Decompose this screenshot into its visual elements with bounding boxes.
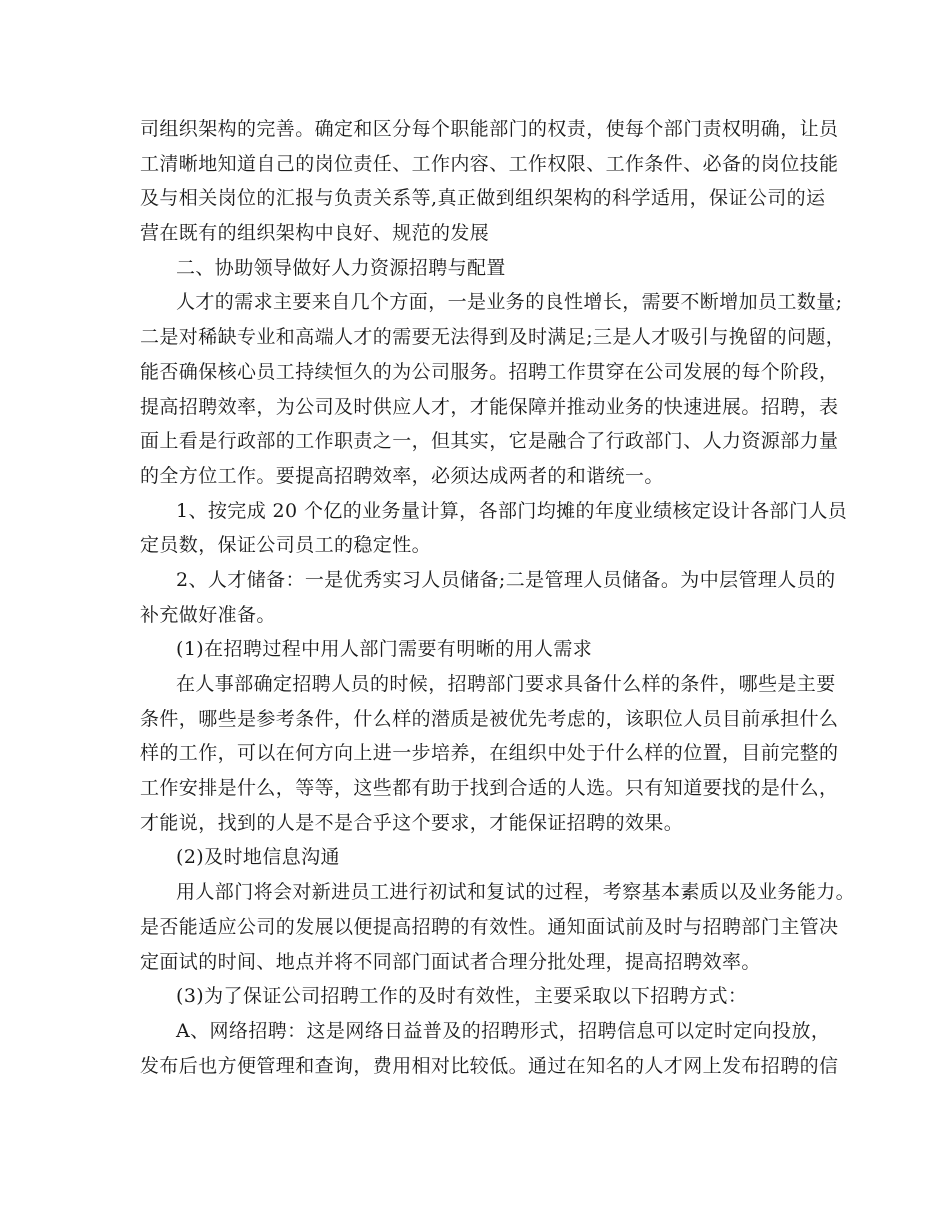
document-body [140,112,856,1083]
text-line: 定面试的时间、地点并将不同部门面试者合理分批处理，提高招聘效率。 [140,950,761,973]
text-line: 工作安排是什么，等等，这些都有助于找到合适的人选。只有知道要找的是什么， [140,777,839,800]
text-line: 1、按完成 20 个亿的业务量计算，各部门均摊的年度业绩核定设计各部门人员 [176,499,848,522]
text-line: 能否确保核心员工持续恒久的为公司服务。招聘工作贯穿在公司发展的每个阶段， [140,360,839,383]
text-line: (1)在招聘过程中用人部门需要有明晰的用人需求 [176,638,593,661]
text-line: A、网络招聘：这是网络日益普及的招聘形式，招聘信息可以定时定向投放， [176,1019,831,1042]
text-line: 面上看是行政部的工作职责之一，但其实，它是融合了行政部门、人力资源部力量 [140,430,839,453]
text-line: 条件，哪些是参考条件，什么样的潜质是被优先考虑的，该职位人员目前承担什么 [140,707,839,730]
text-line: 营在既有的组织架构中良好、规范的发展 [140,222,490,245]
text-line: 样的工作，可以在何方向上进一步培养，在组织中处于什么样的位置，目前完整的 [140,742,839,765]
text-line: (3)为了保证公司招聘工作的及时有效性，主要采取以下招聘方式： [176,985,748,1008]
text-line: 工清晰地知道自己的岗位责任、工作内容、工作权限、工作条件、必备的岗位技能 [140,152,839,175]
text-line: 司组织架构的完善。确定和区分每个职能部门的权责，使每个部门责权明确，让员 [140,118,839,140]
text-line: 及与相关岗位的汇报与负责关系等,真正做到组织架构的科学适用，保证公司的运 [140,187,826,210]
text-line: 补充做好准备。 [140,603,276,626]
text-line: (2)及时地信息沟通 [176,846,340,869]
text-line: 人才的需求主要来自几个方面，一是业务的良性增长，需要不断增加员工数量; [176,291,843,314]
text-line: 定员数，保证公司员工的稳定性。 [140,534,432,557]
text-line: 用人部门将会对新进员工进行初试和复试的过程，考察基本素质以及业务能力。 [176,881,856,904]
text-line: 的全方位工作。要提高招聘效率，必须达成两者的和谐统一。 [140,464,664,487]
text-line: 发布后也方便管理和查询，费用相对比较低。通过在知名的人才网上发布招聘的信 [140,1054,839,1077]
text-line: 是否能适应公司的发展以便提高招聘的有效性。通知面试前及时与招聘部门主管决 [140,915,839,938]
text-line: 提高招聘效率，为公司及时供应人才，才能保障并推动业务的快速进展。招聘，表 [140,395,839,418]
text-line: 2、人才储备：一是优秀实习人员储备;二是管理人员储备。为中层管理人员的 [176,568,836,591]
text-line: 二是对稀缺专业和高端人才的需要无法得到及时满足;三是人才吸引与挽留的问题， [140,326,846,349]
text-line: 才能说，找到的人是不是合乎这个要求，才能保证招聘的效果。 [140,811,684,834]
text-line: 二、协助领导做好人力资源招聘与配置 [176,256,506,279]
text-line: 在人事部确定招聘人员的时候，招聘部门要求具备什么样的条件，哪些是主要 [176,673,836,695]
